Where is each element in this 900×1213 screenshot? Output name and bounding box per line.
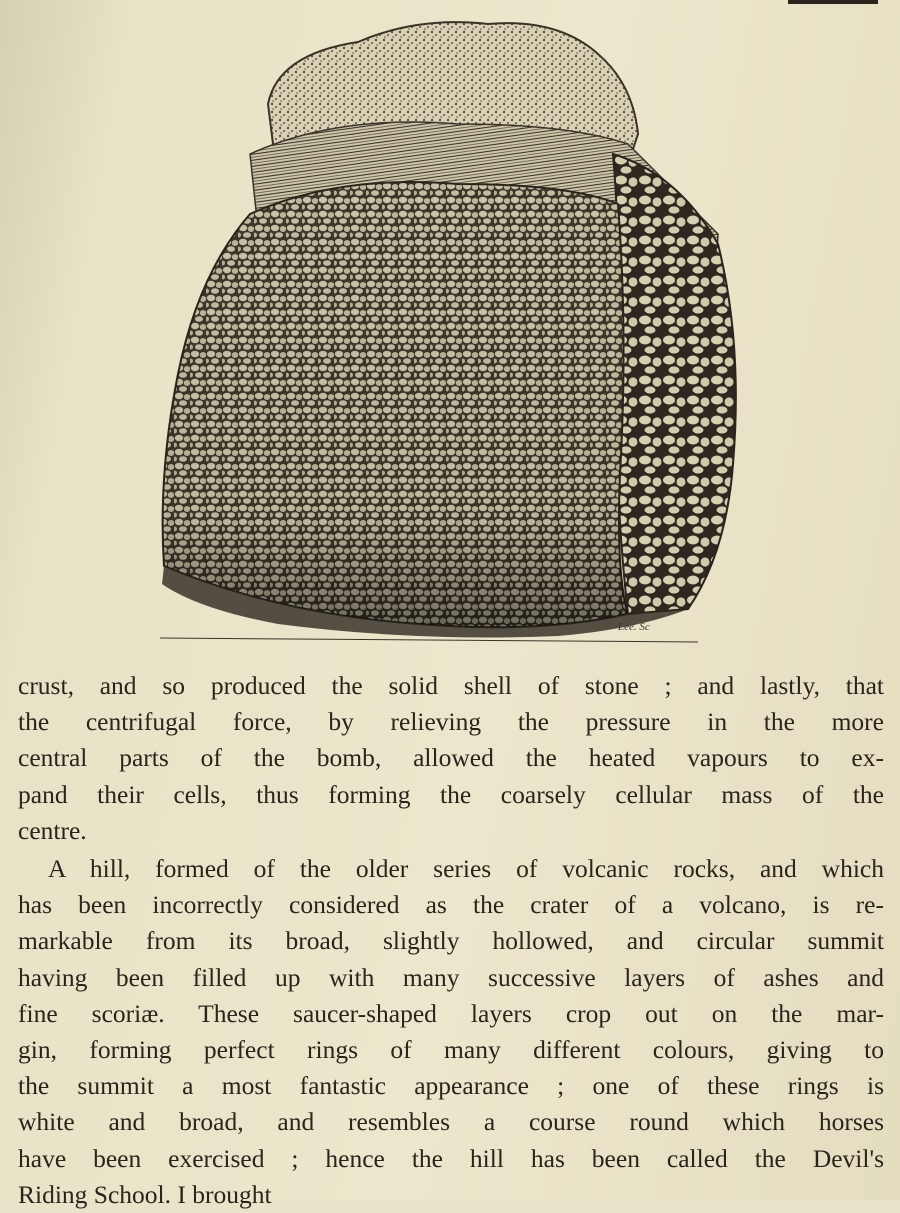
- text-line: have been exercised ; hence the hill has been called the Devil's: [18, 1143, 884, 1173]
- paragraph-1: [18, 668, 884, 849]
- side-face: [613, 154, 736, 614]
- paragraph-2: [18, 851, 884, 1213]
- text-line: Riding School. I brought: [18, 1179, 272, 1209]
- body-text: [18, 668, 884, 1213]
- top-rule: [788, 0, 878, 4]
- text-line: white and broad, and resembles a course round which horses: [18, 1107, 884, 1137]
- text-line: markable from its broad, slightly hollowed, and circular summit: [18, 926, 884, 956]
- text-line: central parts of the bomb, allowed the heated vapours to ex-: [18, 743, 884, 773]
- text-line: has been incorrectly considered as the crater of a volcano, is re-: [18, 890, 884, 920]
- text-line: fine scoriæ. These saucer-shaped layers crop out on the mar-: [18, 998, 884, 1028]
- text-line: the summit a most fantastic appearance ; one of these rings is: [18, 1071, 884, 1101]
- engraver-signature: Lee. Sc: [618, 621, 650, 633]
- text-line: pand their cells, thus forming the coarsely cellular mass of the: [18, 779, 884, 809]
- text-line: centre.: [18, 815, 87, 845]
- text-line: having been filled up with many successive layers of ashes and: [18, 962, 884, 992]
- text-line: A hill, formed of the older series of volcanic rocks, and which: [48, 854, 884, 884]
- text-line: crust, and so produced the solid shell of stone ; and lastly, that: [18, 671, 884, 700]
- volcanic-bomb-illustration: [158, 14, 738, 644]
- text-line: the centrifugal force, by relieving the pressure in the more: [18, 707, 884, 737]
- text-line: gin, forming perfect rings of many different colours, giving to: [18, 1035, 884, 1065]
